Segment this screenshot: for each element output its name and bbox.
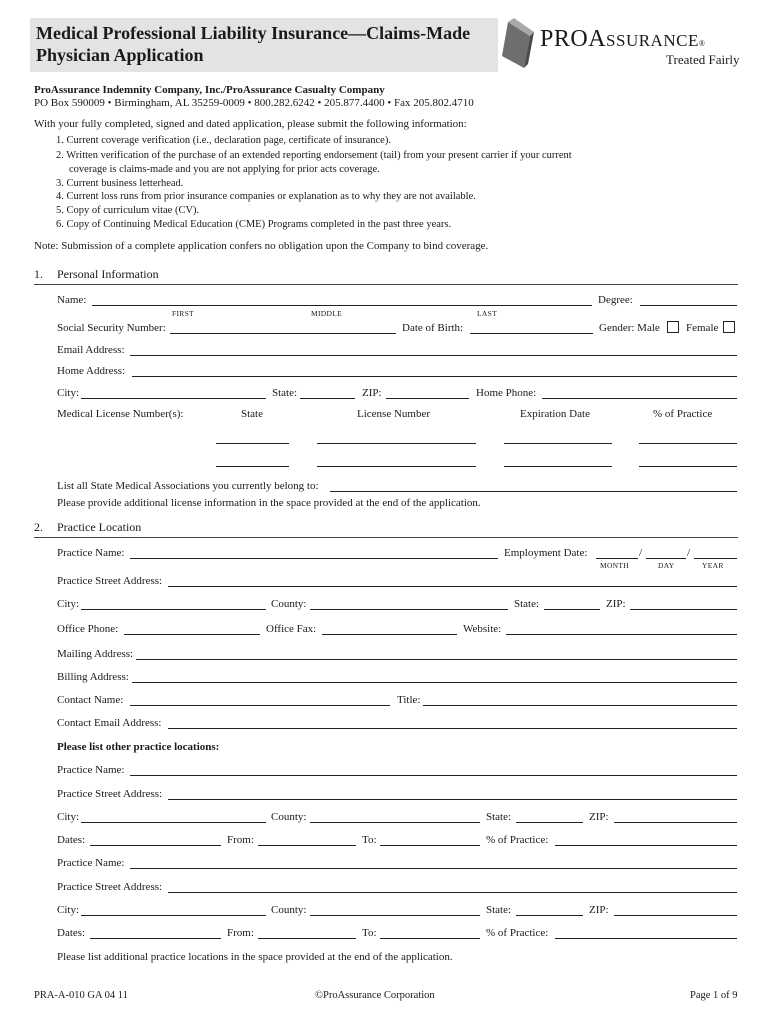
billing-address-label: Billing Address: bbox=[57, 671, 129, 683]
logo-assurance-rest: SSURANCE bbox=[606, 31, 699, 50]
other-practice-street-label: Practice Street Address: bbox=[57, 881, 163, 893]
website-field[interactable] bbox=[506, 634, 737, 635]
mailing-address-field[interactable] bbox=[136, 659, 737, 660]
ssn-field[interactable] bbox=[170, 333, 396, 334]
other-to-label: To: bbox=[362, 927, 377, 939]
page-number: Page 1 of 9 bbox=[690, 990, 738, 1001]
practice-street-field[interactable] bbox=[168, 586, 737, 587]
license-practice-field[interactable] bbox=[639, 466, 737, 467]
other-county-label: County: bbox=[271, 811, 307, 823]
form-code: PRA-A-010 GA 04 11 bbox=[34, 990, 128, 1001]
license-expiration-field[interactable] bbox=[504, 443, 612, 444]
practice-zip-field[interactable] bbox=[630, 609, 737, 610]
date-slash: / bbox=[639, 547, 643, 559]
gender-male-checkbox[interactable] bbox=[667, 321, 679, 333]
form-title-line1: Medical Professional Liability Insurance—Claims-Made bbox=[36, 23, 471, 43]
license-state-field[interactable] bbox=[216, 466, 289, 467]
email-field[interactable] bbox=[130, 355, 737, 356]
instruction-item: 6. Copy of Continuing Medical Education (CME) Programs completed in the past three years. bbox=[56, 219, 452, 230]
name-last-caption: LAST bbox=[477, 309, 497, 318]
other-dates-field[interactable] bbox=[90, 845, 221, 846]
other-from-field[interactable] bbox=[258, 938, 356, 939]
section1-number: 1. bbox=[34, 267, 43, 281]
license-col-number: License Number bbox=[357, 408, 430, 420]
other-state-label: State: bbox=[486, 811, 512, 823]
degree-label: Degree: bbox=[598, 294, 633, 306]
license-col-state: State bbox=[241, 408, 263, 420]
other-county-field[interactable] bbox=[310, 822, 480, 823]
other-zip-field[interactable] bbox=[614, 915, 737, 916]
contact-title-label: Title: bbox=[397, 694, 421, 706]
instruction-item: coverage is claims-made and you are not applying for prior acts coverage. bbox=[69, 164, 380, 175]
practice-county-field[interactable] bbox=[310, 609, 508, 610]
tagline: Treated Fairly bbox=[666, 52, 740, 67]
contact-email-field[interactable] bbox=[168, 728, 737, 729]
home-city-label: City: bbox=[57, 387, 80, 399]
instruction-item: 2. Written verification of the purchase of an extended reporting endorsement (tail) from your present carrier if your current bbox=[56, 150, 572, 161]
home-state-label: State: bbox=[272, 387, 298, 399]
office-phone-field[interactable] bbox=[124, 634, 260, 635]
month-caption: MONTH bbox=[600, 561, 629, 570]
billing-address-field[interactable] bbox=[132, 682, 737, 683]
home-address-field[interactable] bbox=[132, 376, 737, 377]
company-name: ProAssurance Indemnity Company, Inc./ProAssurance Casualty Company bbox=[34, 84, 385, 96]
section2-title: Practice Location bbox=[57, 520, 142, 534]
instruction-item: 5. Copy of curriculum vitae (CV). bbox=[56, 205, 200, 216]
associations-label: List all State Medical Associations you currently belong to: bbox=[57, 480, 319, 492]
employment-year-field[interactable] bbox=[694, 558, 737, 559]
instruction-item: 3. Current business letterhead. bbox=[56, 178, 184, 189]
practice-street-label: Practice Street Address: bbox=[57, 575, 163, 587]
license-expiration-field[interactable] bbox=[504, 466, 612, 467]
form-title-line2: Physician Application bbox=[36, 45, 204, 65]
proassurance-logo-icon bbox=[494, 16, 544, 74]
other-state-label: State: bbox=[486, 904, 512, 916]
other-dates-field[interactable] bbox=[90, 938, 221, 939]
license-col-practice: % of Practice bbox=[653, 408, 713, 420]
practice-state-field[interactable] bbox=[544, 609, 600, 610]
practice-name-field[interactable] bbox=[130, 558, 498, 559]
email-label: Email Address: bbox=[57, 344, 125, 356]
submission-note: Note: Submission of a complete application confers no obligation upon the Company to bind coverage. bbox=[34, 240, 489, 252]
other-pct-field[interactable] bbox=[555, 938, 737, 939]
office-fax-label: Office Fax: bbox=[266, 623, 317, 635]
practice-county-label: County: bbox=[271, 598, 307, 610]
practice-city-field[interactable] bbox=[81, 609, 266, 610]
home-zip-field[interactable] bbox=[386, 398, 469, 399]
mailing-address-label: Mailing Address: bbox=[57, 648, 134, 660]
employment-month-field[interactable] bbox=[596, 558, 638, 559]
other-practice-name-field[interactable] bbox=[130, 775, 737, 776]
name-first-caption: FIRST bbox=[172, 309, 194, 318]
other-pct-field[interactable] bbox=[555, 845, 737, 846]
additional-locations-note: Please list additional practice locations in the space provided at the end of the application. bbox=[57, 951, 453, 963]
practice-city-label: City: bbox=[57, 598, 80, 610]
instruction-item: 4. Current loss runs from prior insurance companies or explanation as to why they are not available. bbox=[56, 191, 476, 202]
other-pct-label: % of Practice: bbox=[486, 927, 549, 939]
section2-number: 2. bbox=[34, 520, 43, 534]
website-label: Website: bbox=[463, 623, 502, 635]
license-number-field[interactable] bbox=[317, 466, 476, 467]
section1-rule bbox=[34, 284, 738, 285]
degree-field[interactable] bbox=[640, 305, 737, 306]
employment-day-field[interactable] bbox=[646, 558, 686, 559]
office-fax-field[interactable] bbox=[322, 634, 457, 635]
section1-title: Personal Information bbox=[57, 267, 159, 281]
other-to-label: To: bbox=[362, 834, 377, 846]
other-zip-label: ZIP: bbox=[589, 904, 609, 916]
employment-date-label: Employment Date: bbox=[504, 547, 588, 559]
license-practice-field[interactable] bbox=[639, 443, 737, 444]
home-phone-field[interactable] bbox=[542, 398, 737, 399]
company-address: PO Box 590009 • Birmingham, AL 35259-0009 • 800.282.6242 • 205.877.4400 • Fax 205.802.4710 bbox=[34, 97, 474, 109]
other-from-label: From: bbox=[227, 834, 254, 846]
home-zip-label: ZIP: bbox=[362, 387, 382, 399]
additional-license-note: Please provide additional license information in the space provided at the end of the application. bbox=[57, 497, 481, 509]
other-practice-name-label: Practice Name: bbox=[57, 764, 125, 776]
other-dates-label: Dates: bbox=[57, 834, 86, 846]
other-zip-field[interactable] bbox=[614, 822, 737, 823]
logo-wordmark bbox=[540, 26, 705, 53]
other-city-label: City: bbox=[57, 811, 80, 823]
practice-zip-label: ZIP: bbox=[606, 598, 626, 610]
name-label: Name: bbox=[57, 294, 87, 306]
ssn-label: Social Security Number: bbox=[57, 322, 166, 334]
name-middle-caption: MIDDLE bbox=[311, 309, 342, 318]
other-county-label: County: bbox=[271, 904, 307, 916]
other-practice-street-field[interactable] bbox=[168, 799, 737, 800]
gender-female-label: Female bbox=[686, 322, 719, 334]
other-state-field[interactable] bbox=[516, 915, 583, 916]
practice-state-label: State: bbox=[514, 598, 540, 610]
other-state-field[interactable] bbox=[516, 822, 583, 823]
other-locations-heading: Please list other practice locations: bbox=[57, 741, 220, 753]
other-from-label: From: bbox=[227, 927, 254, 939]
dob-field[interactable] bbox=[470, 333, 593, 334]
other-from-field[interactable] bbox=[258, 845, 356, 846]
home-city-field[interactable] bbox=[81, 398, 266, 399]
other-pct-label: % of Practice: bbox=[486, 834, 549, 846]
office-phone-label: Office Phone: bbox=[57, 623, 119, 635]
contact-name-label: Contact Name: bbox=[57, 694, 124, 706]
logo-reg: ® bbox=[698, 39, 706, 48]
other-city-label: City: bbox=[57, 904, 80, 916]
home-address-label: Home Address: bbox=[57, 365, 126, 377]
associations-field[interactable] bbox=[330, 491, 737, 492]
section2-rule bbox=[34, 537, 738, 538]
instruction-item: 1. Current coverage verification (i.e., declaration page, certificate of insurance). bbox=[56, 135, 391, 146]
other-practice-name-field[interactable] bbox=[130, 868, 737, 869]
contact-email-label: Contact Email Address: bbox=[57, 717, 162, 729]
contact-title-field[interactable] bbox=[423, 705, 737, 706]
other-practice-street-field[interactable] bbox=[168, 892, 737, 893]
home-phone-label: Home Phone: bbox=[476, 387, 537, 399]
license-number-field[interactable] bbox=[317, 443, 476, 444]
other-dates-label: Dates: bbox=[57, 927, 86, 939]
other-to-field[interactable] bbox=[380, 845, 480, 846]
other-practice-name-label: Practice Name: bbox=[57, 857, 125, 869]
dob-label: Date of Birth: bbox=[402, 322, 464, 334]
date-slash: / bbox=[687, 547, 691, 559]
gender-female-checkbox[interactable] bbox=[723, 321, 735, 333]
day-caption: DAY bbox=[658, 561, 675, 570]
license-label: Medical License Number(s): bbox=[57, 408, 184, 420]
other-city-field[interactable] bbox=[81, 822, 266, 823]
instructions-intro: With your fully completed, signed and dated application, please submit the following information: bbox=[34, 118, 467, 130]
practice-name-label: Practice Name: bbox=[57, 547, 125, 559]
other-practice-street-label: Practice Street Address: bbox=[57, 788, 163, 800]
form-title bbox=[36, 22, 470, 66]
license-col-expiration: Expiration Date bbox=[520, 408, 590, 420]
year-caption: YEAR bbox=[702, 561, 724, 570]
home-state-field[interactable] bbox=[300, 398, 355, 399]
other-county-field[interactable] bbox=[310, 915, 480, 916]
contact-name-field[interactable] bbox=[130, 705, 390, 706]
logo-assurance-a: A bbox=[588, 26, 607, 52]
name-field[interactable] bbox=[92, 305, 592, 306]
gender-male-label: Gender: Male bbox=[599, 322, 660, 334]
other-to-field[interactable] bbox=[380, 938, 480, 939]
logo-pro: PRO bbox=[540, 26, 589, 52]
copyright: ©ProAssurance Corporation bbox=[315, 990, 435, 1001]
license-state-field[interactable] bbox=[216, 443, 289, 444]
other-zip-label: ZIP: bbox=[589, 811, 609, 823]
other-city-field[interactable] bbox=[81, 915, 266, 916]
